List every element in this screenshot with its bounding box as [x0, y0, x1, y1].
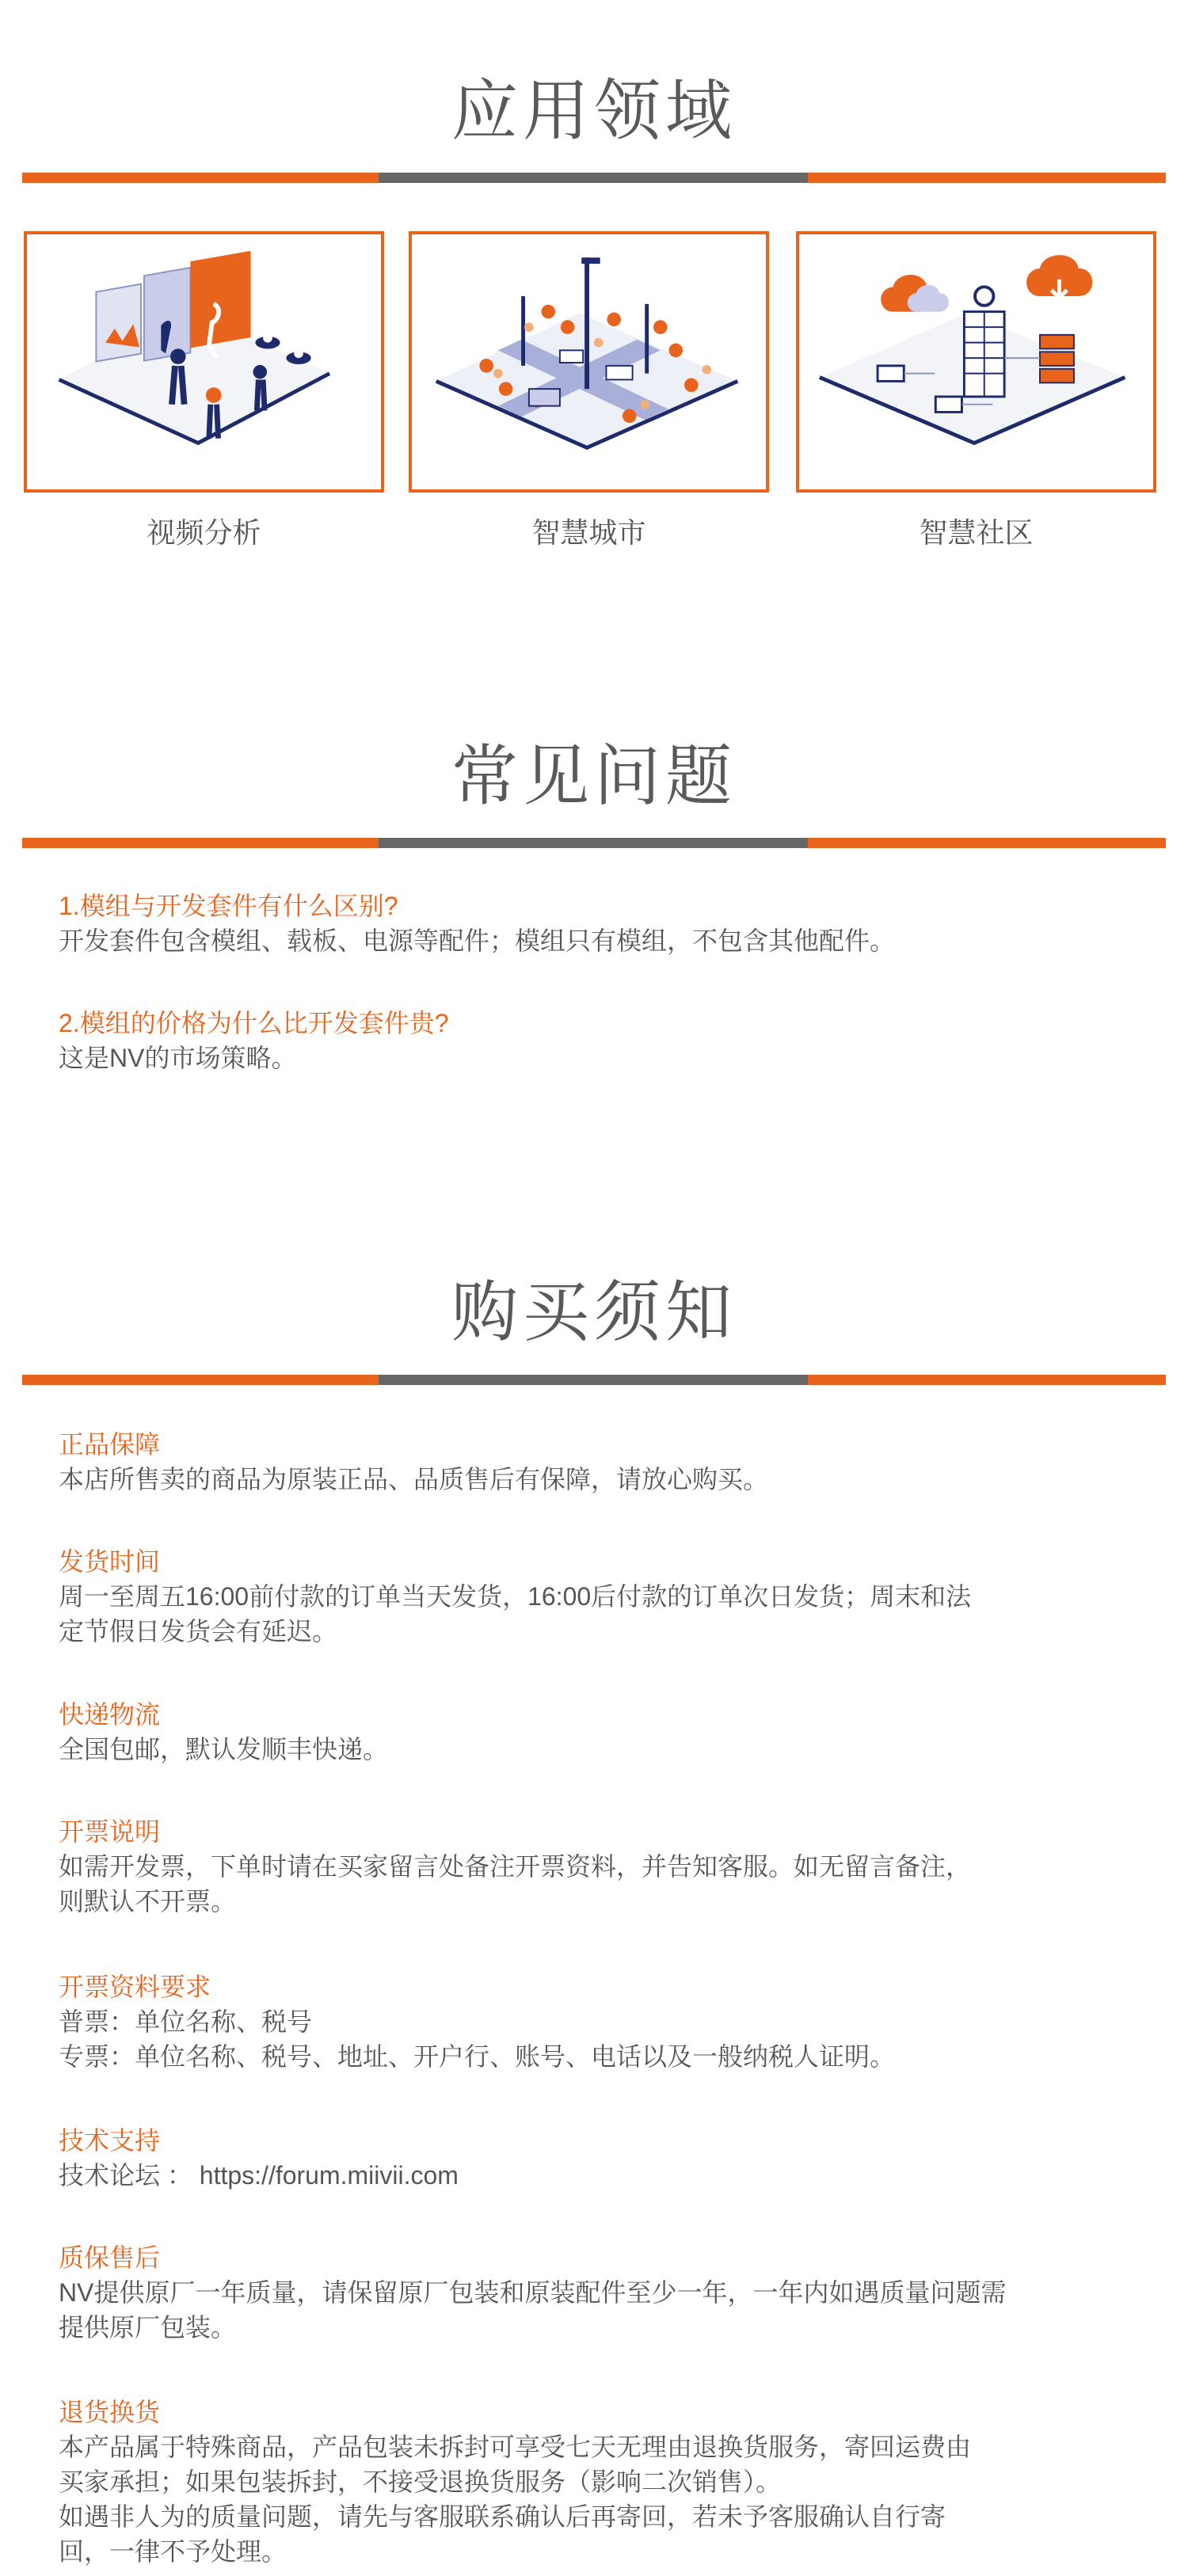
purchase-heading: 发货时间: [59, 1547, 161, 1576]
purchase-heading: 开票说明: [59, 1817, 161, 1846]
purchase-text: 回，一律不予处理。: [59, 2537, 287, 2566]
purchase-item-authentic: [59, 1427, 1136, 1497]
purchase-item-invoice-requirements: [59, 1969, 1136, 2074]
section-divider: [22, 1375, 1166, 1385]
purchase-heading: 退货换货: [59, 2398, 161, 2426]
smart-city-illustration-icon: [412, 234, 766, 489]
purchase-text: 如需开发票，下单时请在买家留言处备注开票资料，并告知客服。如无留言备注，: [59, 1852, 972, 1881]
smart-community-label: 智慧社区: [919, 516, 1034, 549]
purchase-text: 如遇非人为的质量问题，请先与客服联系确认后再寄回，若未予客服确认自行寄: [59, 2502, 946, 2531]
purchase-text: 定节假日发货会有延迟。: [59, 1617, 338, 1646]
purchase-text: 全国包邮，默认发顺丰快递。: [59, 1735, 389, 1764]
purchase-text: 买家承担；如果包装拆封，不接受退换货服务（影响二次销售）。: [59, 2468, 782, 2496]
purchase-text: 本店所售卖的商品为原装正品、品质售后有保障，请放心购买。: [59, 1465, 769, 1493]
purchase-text: NV提供原厂一年质量，请保留原厂包装和原装配件至少一年，一年内如遇质量问题需: [59, 2278, 1007, 2307]
purchase-text: 提供原厂包装。: [59, 2313, 237, 2342]
forum-link[interactable]: 技术论坛 ： https://forum.miivii.com: [59, 2161, 459, 2190]
purchase-heading: 开票资料要求: [59, 1973, 211, 2001]
video-analysis-card[interactable]: [24, 231, 384, 493]
video-analysis-label: 视频分析: [147, 516, 261, 549]
faq-item: [59, 888, 1136, 958]
purchase-item-logistics: [59, 1697, 1136, 1767]
smart-community-illustration-icon: [799, 234, 1153, 489]
purchase-text: 本产品属于特殊商品，产品包装未拆封可享受七天无理由退换货服务，寄回运费由: [59, 2433, 972, 2461]
faq-question: 2.模组的价格为什么比开发套件贵?: [59, 1009, 449, 1037]
smart-community-card[interactable]: [796, 231, 1156, 493]
faq-item: [59, 1006, 1136, 1075]
purchase-heading: 质保售后: [59, 2243, 161, 2272]
section-divider: [22, 173, 1166, 183]
faq-answer: 开发套件包含模组、载板、电源等配件；模组只有模组，不包含其他配件。: [59, 927, 896, 955]
application-section-title: 应用领域: [451, 74, 737, 148]
faq-answer: 这是NV的市场策略。: [59, 1044, 297, 1072]
purchase-item-invoice: [59, 1814, 1136, 1919]
purchase-heading: 技术支持: [59, 2126, 161, 2155]
purchase-item-returns: [59, 2395, 1136, 2569]
video-analysis-illustration-icon: [27, 234, 381, 489]
purchase-item-shipping-time: [59, 1544, 1136, 1649]
purchase-item-warranty: [59, 2240, 1136, 2345]
purchase-heading: 正品保障: [59, 1430, 161, 1459]
purchase-text: 则默认不开票。: [59, 1887, 237, 1916]
purchase-text: 普票：单位名称、税号: [59, 2007, 313, 2036]
smart-city-card[interactable]: [409, 231, 769, 493]
section-divider: [22, 838, 1166, 848]
purchase-text: 周一至周五16:00前付款的订单当天发货，16:00后付款的订单次日发货；周末和法: [59, 1582, 972, 1611]
faq-section-title: 常见问题: [451, 739, 737, 813]
purchase-section-title: 购买须知: [451, 1275, 737, 1349]
smart-city-label: 智慧城市: [531, 516, 646, 549]
faq-question: 1.模组与开发套件有什么区别?: [59, 892, 398, 920]
purchase-item-tech-support: [59, 2123, 1136, 2193]
purchase-heading: 快递物流: [59, 1700, 161, 1729]
purchase-text: 专票：单位名称、税号、地址、开户行、账号、电话以及一般纳税人证明。: [59, 2042, 896, 2071]
